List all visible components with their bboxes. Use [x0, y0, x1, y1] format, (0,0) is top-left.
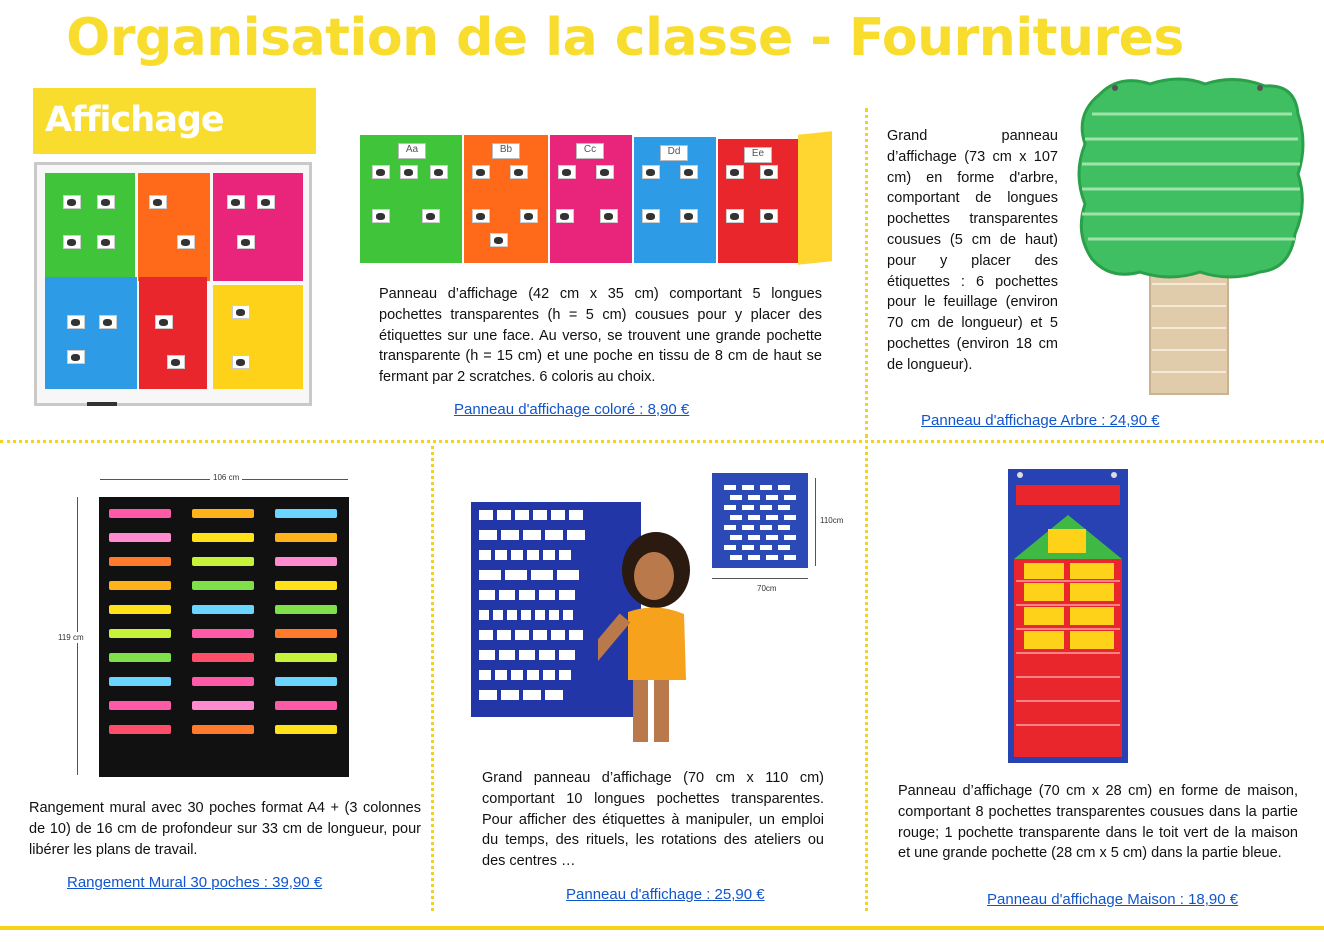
thumbnail-dimension-line-width — [712, 578, 808, 579]
page-title: Organisation de la classe - Fournitures — [66, 8, 1184, 68]
wall-pocket-tab — [275, 605, 337, 614]
thumbnail-dimension-line-height — [815, 478, 816, 566]
orange-panel — [138, 173, 210, 281]
wall-pocket-tab — [192, 581, 254, 590]
wall-pocket-tab — [192, 725, 254, 734]
wall-pocket-tab — [109, 533, 171, 542]
wall-pocket-tab — [109, 725, 171, 734]
wall-pocket-tab — [192, 677, 254, 686]
wall-pocket-tab — [192, 653, 254, 662]
wall-organizer-image — [99, 497, 349, 777]
link-rangement-mural[interactable]: Rangement Mural 30 poches : 39,90 € — [67, 874, 323, 891]
link-panneau-colore[interactable]: Panneau d'affichage coloré : 8,90 € — [454, 401, 690, 418]
separator-vertical-bottom-right — [865, 446, 868, 911]
separator-vertical-top — [865, 108, 868, 438]
panel-red — [718, 139, 798, 263]
wall-pocket-tab — [109, 509, 171, 518]
wall-pocket-tab — [275, 701, 337, 710]
panel-green — [360, 135, 462, 263]
green-panel — [45, 173, 135, 281]
wall-pocket-tab — [109, 605, 171, 614]
panel-yellow — [798, 131, 832, 265]
description-panneau-colore: Panneau d’affichage (42 cm x 35 cm) comportant 5 longues pochettes transparentes (h = 5 cm) cousues pour y placer des étiquettes sur une face. Au verso, se trouvent une grande pochette transparente (h = 15 cm) et une poche en tissu de 8 cm de haut se fermant par 2 scratches. 6 coloris au choix. — [379, 286, 822, 386]
letter-card-dd: Dd — [660, 145, 688, 161]
tree-chart-image — [1070, 74, 1310, 404]
footer-rule — [0, 926, 1324, 930]
thumbnail-width-label: 70cm — [757, 584, 777, 593]
wall-pocket-tab — [275, 557, 337, 566]
wall-pocket-tab — [192, 557, 254, 566]
wall-pocket-tab — [109, 701, 171, 710]
dimension-height-label: 119 cm — [58, 633, 84, 642]
whiteboard-with-panels-image — [34, 162, 312, 406]
wall-pocket-tab — [109, 581, 171, 590]
blue-chart-thumbnail — [712, 473, 808, 568]
wall-pocket-tab — [192, 533, 254, 542]
wall-pocket-tab — [109, 629, 171, 638]
section-label-affichage: Affichage — [33, 88, 316, 154]
wall-pocket-tab — [275, 653, 337, 662]
description-rangement-mural: Rangement mural avec 30 poches format A4 + (3 colonnes de 10) de 16 cm de profondeur sur 33 cm de longueur, pour libérer les plans de travail. — [29, 800, 421, 858]
wall-pocket-tab — [275, 509, 337, 518]
letter-card-cc: Cc — [576, 143, 604, 159]
wall-pocket-tab — [109, 653, 171, 662]
wall-pocket-tab — [275, 533, 337, 542]
link-panneau-arbre[interactable]: Panneau d'affichage Arbre : 24,90 € — [921, 412, 1160, 429]
wall-pocket-tab — [275, 725, 337, 734]
wall-pocket-tab — [192, 605, 254, 614]
panel-pink — [550, 135, 632, 263]
letter-card-aa: Aa — [398, 143, 426, 159]
house-chart-image — [1006, 467, 1130, 767]
wall-pocket-tab — [192, 629, 254, 638]
link-panneau-maison[interactable]: Panneau d'affichage Maison : 18,90 € — [987, 891, 1239, 908]
wall-pocket-tab — [275, 677, 337, 686]
panel-blue — [634, 137, 716, 263]
separator-vertical-bottom-left — [431, 446, 434, 911]
description-panneau-arbre: Grand panneau d’affichage (73 cm x 107 cm) en forme d'arbre, comportant de longues pochettes transparentes cousues (5 cm de haut) pour y placer des étiquettes : 6 pochettes pour le feuillage (environ 70 cm de longueur) et 5 pochettes (environ 18 cm de longueur). — [887, 128, 1058, 373]
letter-card-ee: Ee — [744, 147, 772, 163]
wall-pocket-tab — [192, 509, 254, 518]
wall-pocket-tab — [275, 581, 337, 590]
description-grand-panneau: Grand panneau d’affichage (70 cm x 110 cm) comportant 10 longues pochettes transparentes. Pour afficher des étiquettes à manipuler, un emploi du temps, des rituels, les rotations des ateliers ou des centres … — [482, 770, 824, 870]
blue-panel — [45, 277, 137, 389]
wall-pocket-tab — [109, 677, 171, 686]
wall-pocket-tab — [109, 557, 171, 566]
description-panneau-maison: Panneau d’affichage (70 cm x 28 cm) en forme de maison, comportant 8 pochettes transparentes cousues dans la partie rouge; 1 pochette transparente dans le toit vert de la maison et une grande pochette (28 cm x 5 cm) dans la partie bleue. — [898, 783, 1298, 862]
wall-pocket-tab — [275, 629, 337, 638]
dimension-width-label: 106 cm — [210, 473, 242, 482]
thumbnail-height-label: 110cm — [820, 516, 844, 525]
colored-panels-image — [360, 133, 860, 268]
pink-panel — [213, 173, 303, 281]
separator-horizontal — [0, 440, 1324, 443]
girl-illustration — [598, 530, 698, 745]
yellow-panel — [213, 285, 303, 389]
link-grand-panneau[interactable]: Panneau d'affichage : 25,90 € — [566, 886, 765, 903]
wall-pocket-tab — [192, 701, 254, 710]
letter-card-bb: Bb — [492, 143, 520, 159]
red-panel — [139, 277, 207, 389]
